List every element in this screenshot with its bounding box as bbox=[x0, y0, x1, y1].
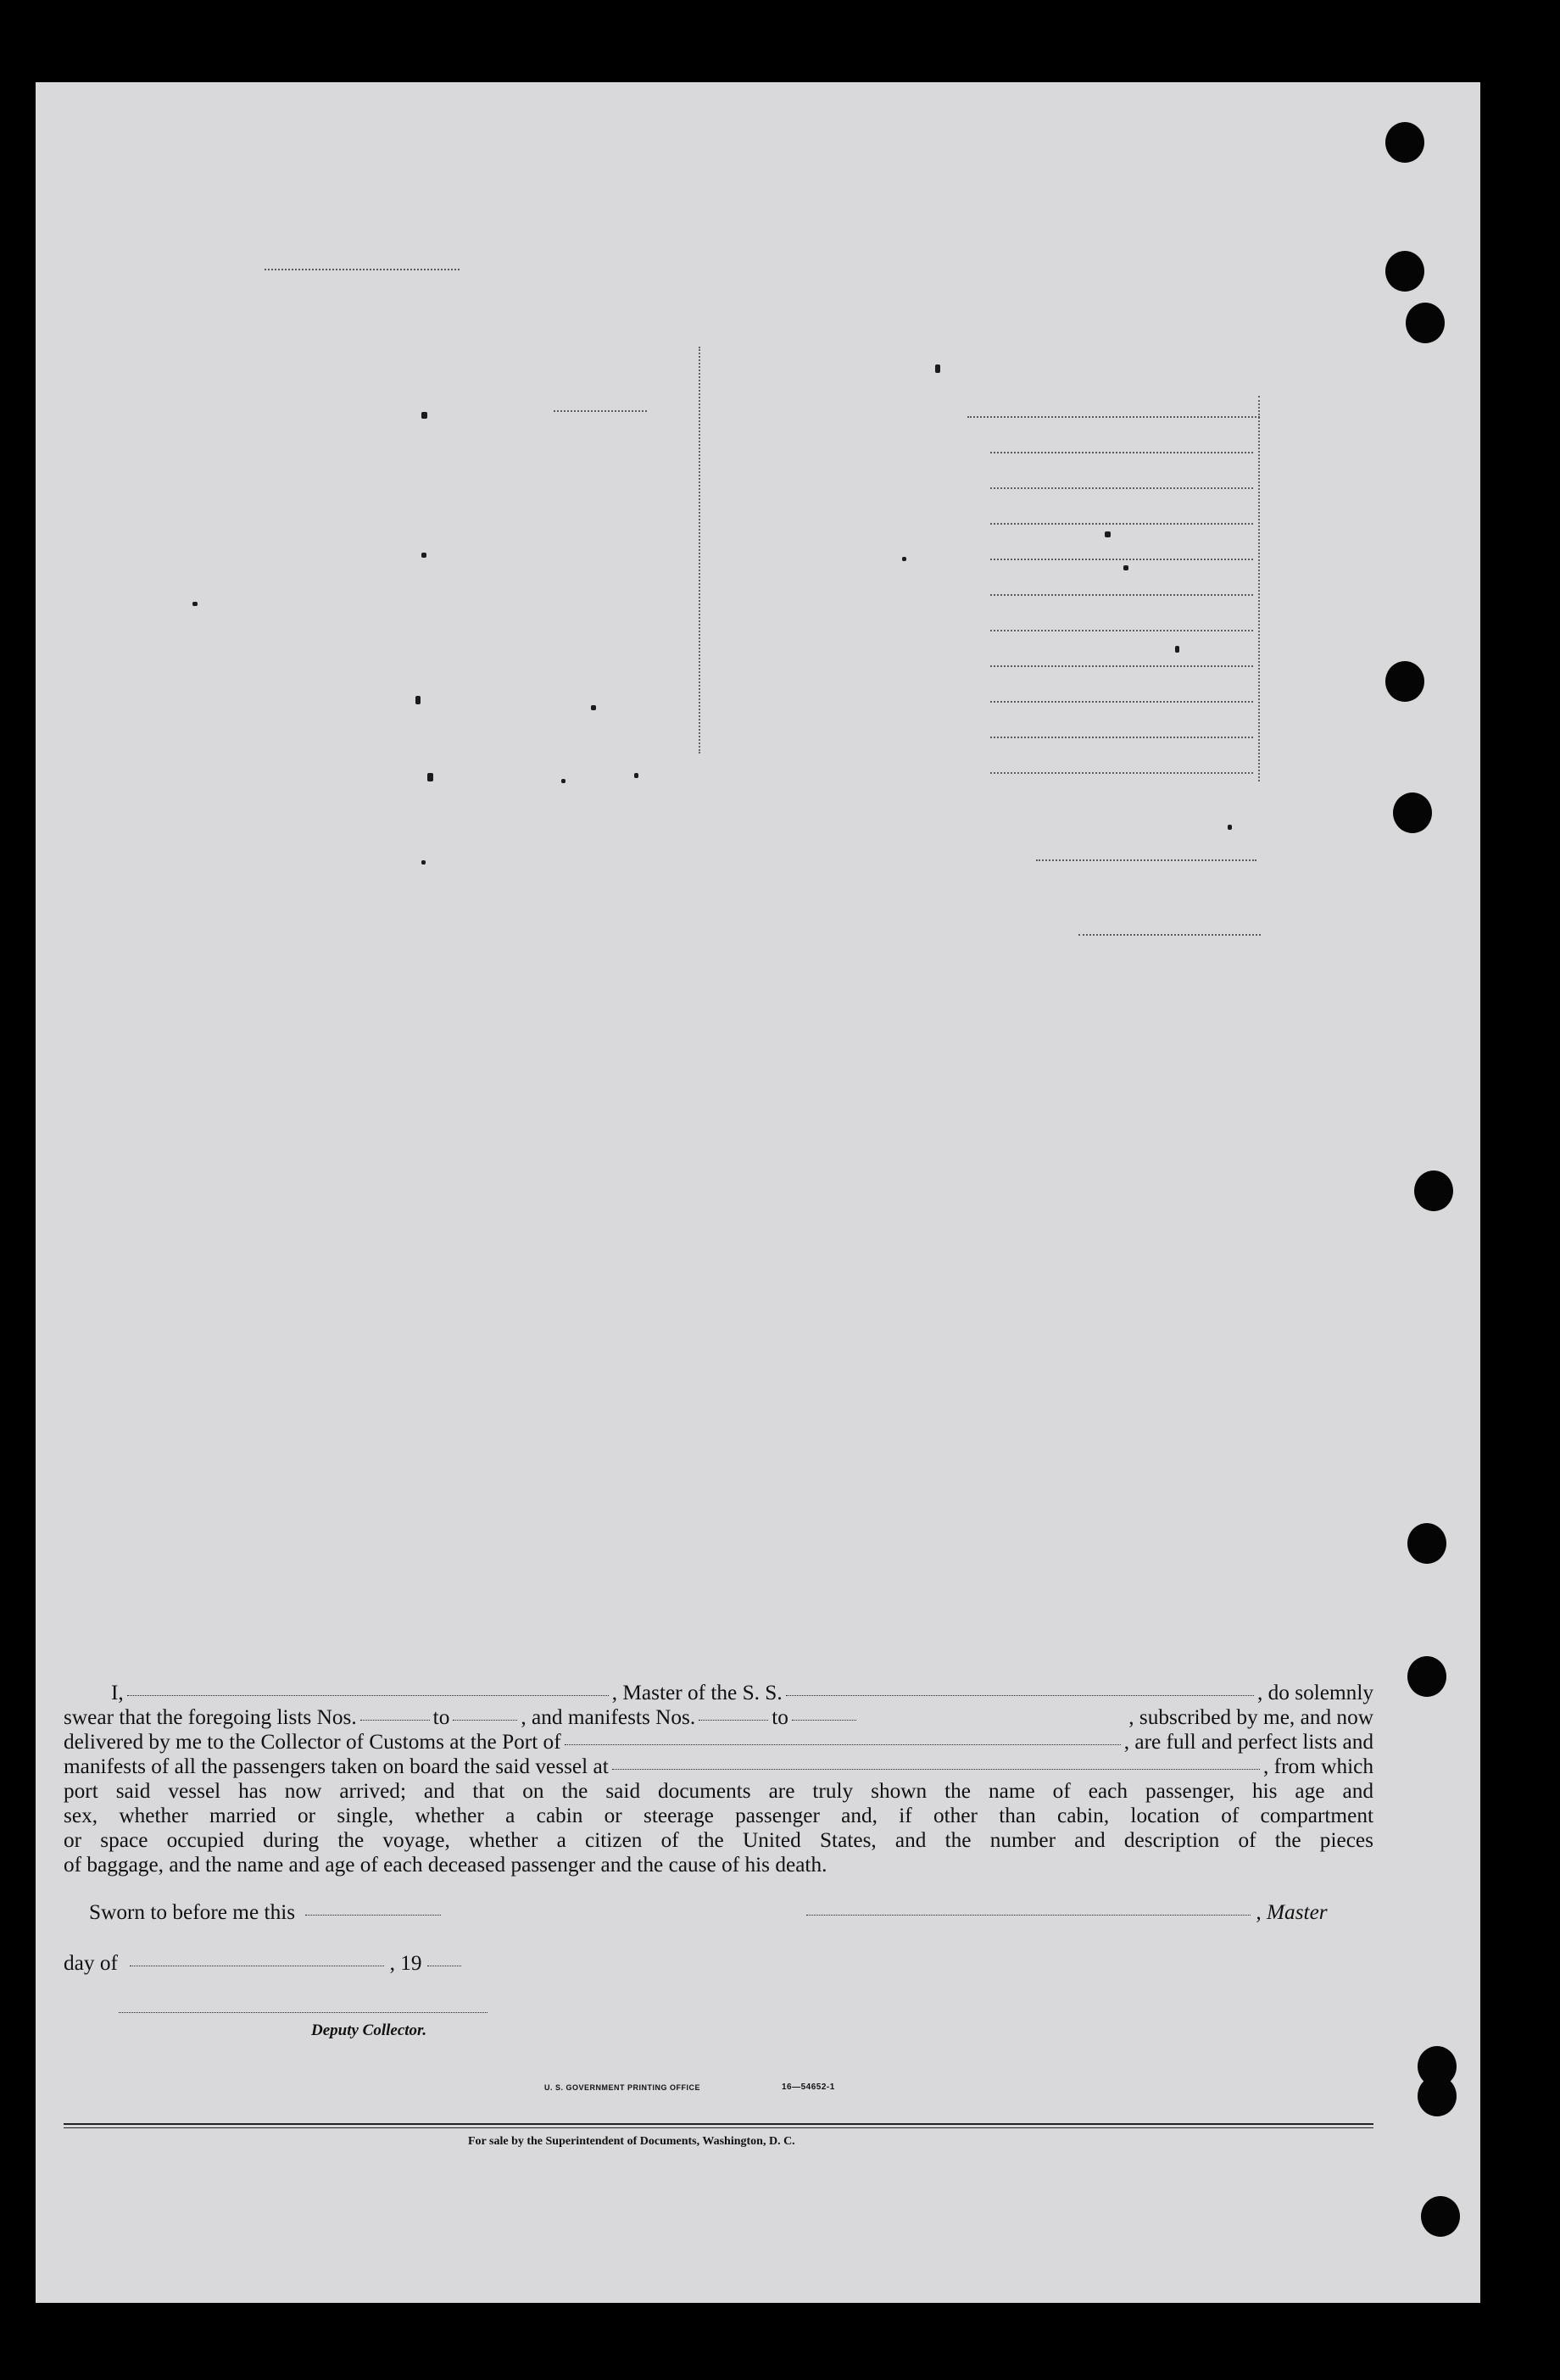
bleed-through-mark bbox=[935, 364, 940, 373]
oath-line-1 bbox=[64, 1681, 1373, 1705]
year-prefix: , 19 bbox=[389, 1951, 422, 1975]
printing-office-label: U. S. GOVERNMENT PRINTING OFFICE bbox=[544, 2083, 701, 2092]
bleed-through-mark bbox=[1228, 825, 1232, 830]
bleed-through-line bbox=[990, 665, 1253, 667]
vessel-name-blank bbox=[786, 1695, 1254, 1696]
list-to-blank bbox=[453, 1720, 517, 1721]
sworn-label: Sworn to before me this bbox=[89, 1900, 296, 1924]
port-blank bbox=[565, 1744, 1121, 1745]
bleed-through-line bbox=[1036, 859, 1256, 861]
bleed-through-mark bbox=[421, 553, 426, 558]
bleed-through-mark bbox=[1105, 531, 1111, 537]
bleed-through-line bbox=[554, 410, 647, 412]
master-signature-blank bbox=[806, 1915, 1251, 1916]
oath-text: , subscribed by me, and now bbox=[1128, 1705, 1373, 1729]
bleed-through-line bbox=[990, 559, 1253, 560]
sworn-line bbox=[89, 1900, 441, 1925]
oath-line-7: or space occupied during the voyage, whether a citizen of the United States, and the number and description of the pieces bbox=[64, 1828, 1373, 1852]
list-from-blank bbox=[360, 1720, 430, 1721]
oath-line-8: of baggage, and the name and age of each deceased passenger and the cause of his death. bbox=[64, 1853, 827, 1877]
footer-rule bbox=[64, 2123, 1373, 2125]
binder-hole bbox=[1407, 1656, 1446, 1697]
master-name-blank bbox=[127, 1695, 609, 1696]
master-label: , Master bbox=[1256, 1900, 1328, 1924]
footer-rule-thin bbox=[64, 2127, 1373, 2128]
master-oath-paragraph bbox=[64, 1681, 1373, 1877]
deputy-collector-label: Deputy Collector. bbox=[311, 2021, 427, 2039]
oath-text: I, bbox=[111, 1681, 124, 1704]
oath-line-2 bbox=[64, 1705, 1373, 1730]
bleed-through-line bbox=[990, 452, 1253, 453]
bleed-through-line bbox=[1258, 396, 1260, 781]
oath-text: , do solemnly bbox=[1256, 1681, 1373, 1704]
binder-hole bbox=[1421, 2196, 1460, 2237]
bleed-through-mark bbox=[192, 602, 198, 606]
manifest-to-blank bbox=[792, 1720, 856, 1721]
bleed-through-mark bbox=[1175, 646, 1179, 653]
oath-text: , Master of the S. S. bbox=[611, 1681, 783, 1704]
day-of-label: day of bbox=[64, 1951, 118, 1975]
bleed-through-mark bbox=[634, 773, 638, 778]
bleed-through-line bbox=[990, 737, 1253, 738]
bleed-through-line bbox=[967, 416, 1260, 418]
bleed-through-line bbox=[699, 347, 700, 753]
bleed-through-line bbox=[1078, 934, 1261, 936]
oath-text: to bbox=[772, 1705, 788, 1729]
bleed-through-mark bbox=[421, 412, 427, 419]
bleed-through-mark bbox=[902, 557, 906, 561]
binder-hole bbox=[1418, 2076, 1457, 2116]
form-number: 16—54652-1 bbox=[782, 2082, 835, 2092]
sworn-day-blank bbox=[305, 1915, 441, 1916]
bleed-through-mark bbox=[1123, 565, 1128, 570]
document-page bbox=[36, 82, 1480, 2303]
oath-text: manifests of all the passengers taken on board the said vessel at bbox=[64, 1754, 609, 1778]
bleed-through-mark bbox=[561, 779, 566, 783]
oath-text: , are full and perfect lists and bbox=[1123, 1730, 1373, 1754]
deputy-collector-signature bbox=[119, 1998, 488, 2022]
deputy-signature-blank bbox=[119, 2012, 488, 2013]
bleed-through-line bbox=[990, 487, 1253, 489]
binder-hole bbox=[1385, 661, 1424, 702]
manifest-from-blank bbox=[699, 1720, 768, 1721]
bleed-through-line bbox=[990, 523, 1253, 525]
oath-text: to bbox=[432, 1705, 450, 1729]
binder-hole bbox=[1385, 122, 1424, 163]
oath-text: swear that the foregoing lists Nos. bbox=[64, 1705, 357, 1729]
oath-text: delivered by me to the Collector of Customs at the Port of bbox=[64, 1730, 561, 1754]
bleed-through-line bbox=[990, 701, 1253, 703]
bleed-through-line bbox=[990, 594, 1253, 596]
binder-hole bbox=[1393, 792, 1432, 833]
date-line bbox=[64, 1951, 461, 1976]
bleed-through-mark bbox=[427, 773, 433, 781]
binder-hole bbox=[1414, 1171, 1453, 1211]
binder-hole bbox=[1406, 303, 1445, 343]
oath-line-4 bbox=[64, 1754, 1373, 1779]
bleed-through-mark bbox=[591, 705, 596, 710]
bleed-through-line bbox=[990, 630, 1253, 631]
bleed-through-mark bbox=[421, 860, 426, 865]
oath-text: , from which bbox=[1263, 1754, 1373, 1778]
oath-line-3 bbox=[64, 1730, 1373, 1754]
for-sale-notice: For sale by the Superintendent of Documents, Washington, D. C. bbox=[468, 2135, 795, 2148]
bleed-through-line bbox=[265, 269, 460, 270]
master-signature-line bbox=[806, 1900, 1328, 1925]
embarkation-port-blank bbox=[612, 1769, 1260, 1770]
oath-text: , and manifests Nos. bbox=[521, 1705, 696, 1729]
bleed-through-line bbox=[990, 772, 1253, 774]
oath-line-5: port said vessel has now arrived; and that on the said documents are truly shown the name of each passenger, his age and bbox=[64, 1779, 1373, 1803]
bleed-through-mark bbox=[415, 696, 421, 704]
binder-hole bbox=[1407, 1523, 1446, 1564]
binder-hole bbox=[1385, 251, 1424, 292]
oath-line-6: sex, whether married or single, whether a cabin or steerage passenger and, if other than cabin, location of compartment bbox=[64, 1804, 1373, 1827]
